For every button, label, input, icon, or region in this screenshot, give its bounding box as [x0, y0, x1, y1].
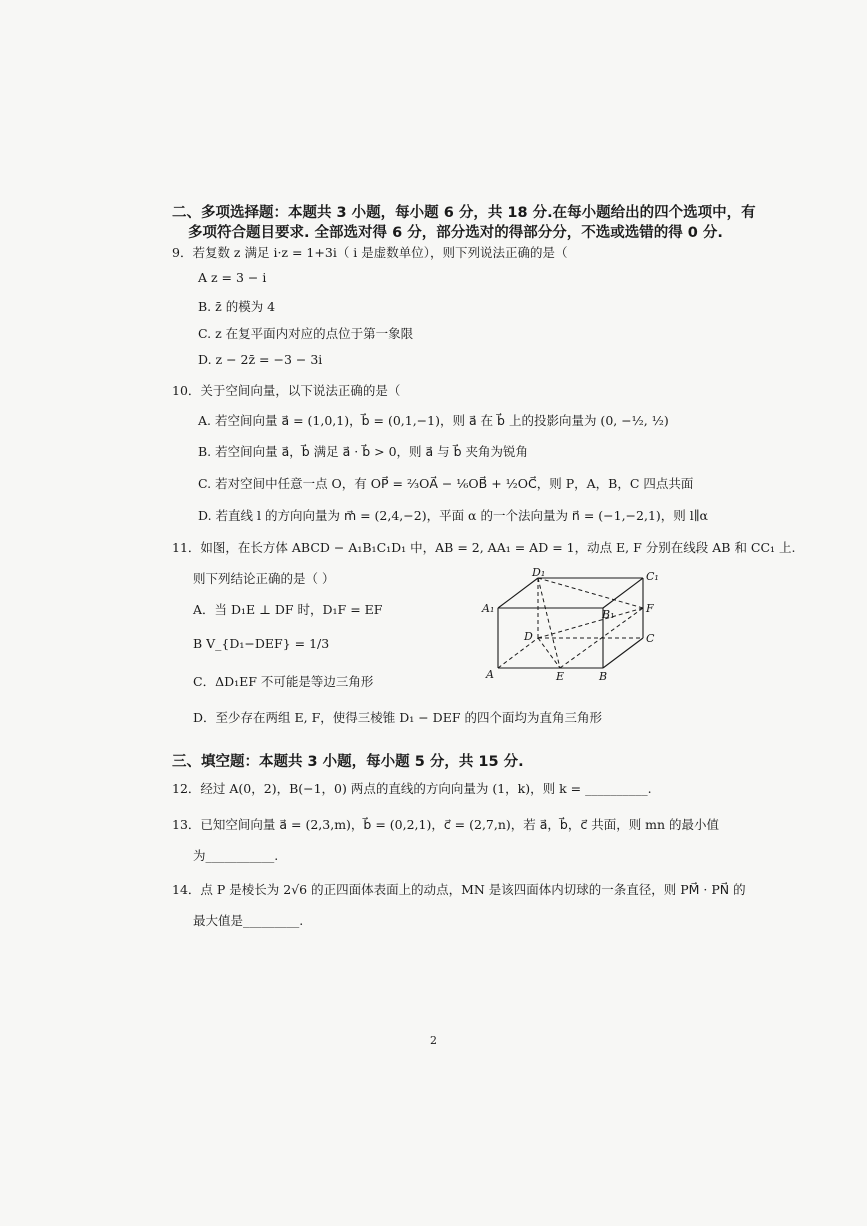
edge-b-c	[603, 638, 643, 668]
question-9-option-c: C. z 在复平面内对应的点位于第一象限	[198, 326, 414, 341]
cuboid-diagram	[478, 568, 678, 688]
question-11-option-b: B V_{D₁−DEF} = 1/3	[193, 636, 330, 651]
question-10-option-a: A. 若空间向量 a⃗ = (1,0,1)，b⃗ = (0,1,−1)，则 a⃗ 在 b⃗ 上的投影向量为 (0, −½, ½)	[198, 413, 669, 428]
question-11-stem: 11．如图，在长方体 ABCD − A₁B₁C₁D₁ 中，AB = 2, AA₁ = AD = 1，动点 E, F 分别在线段 AB 和 CC₁ 上.	[172, 540, 796, 555]
question-10-stem: 10．关于空间向量，以下说法正确的是（	[172, 383, 401, 398]
label-d: D	[524, 630, 533, 643]
question-10-option-c: C. 若对空间中任意一点 O，有 OP⃗ = ⅔OA⃗ − ⅙OB⃗ + ½OC⃗，则 P，A，B，C 四点共面	[198, 476, 694, 491]
label-c: C	[646, 632, 655, 645]
question-12: 12．经过 A(0，2)，B(−1，0) 两点的直线的方向向量为 (1，k)，则 k = __________.	[172, 781, 652, 796]
question-11-option-d: D．至少存在两组 E, F，使得三棱锥 D₁ − DEF 的四个面均为直角三角形	[193, 710, 602, 725]
segment-d-f	[538, 608, 643, 638]
label-d1: D₁	[532, 568, 546, 579]
section-2-heading-line-1: 二、多项选择题：本题共 3 小题，每小题 6 分，共 18 分.在每小题给出的四个选项中，有	[172, 205, 756, 221]
question-9-option-a: A z = 3 − i	[198, 270, 267, 285]
page-number: 2	[430, 1034, 437, 1047]
segment-d1-f	[538, 578, 643, 608]
label-b1: B₁	[602, 608, 615, 621]
label-c1: C₁	[646, 570, 659, 583]
cuboid-figure	[478, 568, 678, 688]
question-10-option-b: B. 若空间向量 a⃗，b⃗ 满足 a⃗ · b⃗ > 0，则 a⃗ 与 b⃗ 夹角为锐角	[198, 444, 529, 459]
label-b: B	[599, 670, 608, 683]
question-9-option-d: D. z − 2z̄ = −3 − 3i	[198, 352, 323, 367]
section-3-heading: 三、填空题：本题共 3 小题，每小题 5 分，共 15 分.	[172, 754, 524, 770]
question-11-sub: 则下列结论正确的是（ ）	[193, 571, 335, 586]
question-14-line-1: 14．点 P 是棱长为 2√6 的正四面体表面上的动点，MN 是该四面体内切球的一条直径，则 PM⃗ · PN⃗ 的	[172, 882, 746, 897]
edge-b1-c1	[603, 578, 643, 608]
question-9-stem: 9．若复数 z 满足 i·z = 1+3i（ i 是虚数单位），则下列说法正确的是（	[172, 245, 568, 260]
question-11-option-c: C．ΔD₁EF 不可能是等边三角形	[193, 674, 374, 689]
question-9-option-b: B. z̄ 的模为 4	[198, 299, 276, 314]
segment-d1-e	[538, 578, 560, 668]
label-e: E	[556, 670, 565, 683]
question-10-option-d: D. 若直线 l 的方向向量为 m⃗ = (2,4,−2)，平面 α 的一个法向量为 n⃗ = (−1,−2,1)，则 l∥α	[198, 508, 708, 523]
label-a1: A₁	[482, 602, 495, 615]
label-a: A	[486, 668, 494, 681]
question-13-line-2: 为___________.	[193, 848, 279, 863]
question-13-line-1: 13．已知空间向量 a⃗ = (2,3,m)，b⃗ = (0,2,1)，c⃗ = (2,7,n)，若 a⃗，b⃗，c⃗ 共面，则 mn 的最小值	[172, 817, 720, 832]
label-f: F	[646, 602, 654, 615]
question-11-option-a: A．当 D₁E ⊥ DF 时，D₁F = EF	[193, 602, 383, 617]
section-2-heading-line-2: 多项符合题目要求. 全部选对得 6 分，部分选对的得部分分，不选或选错的得 0 分.	[188, 225, 723, 241]
question-14-line-2: 最大值是_________.	[193, 913, 304, 928]
edge-a1-d1	[498, 578, 538, 608]
